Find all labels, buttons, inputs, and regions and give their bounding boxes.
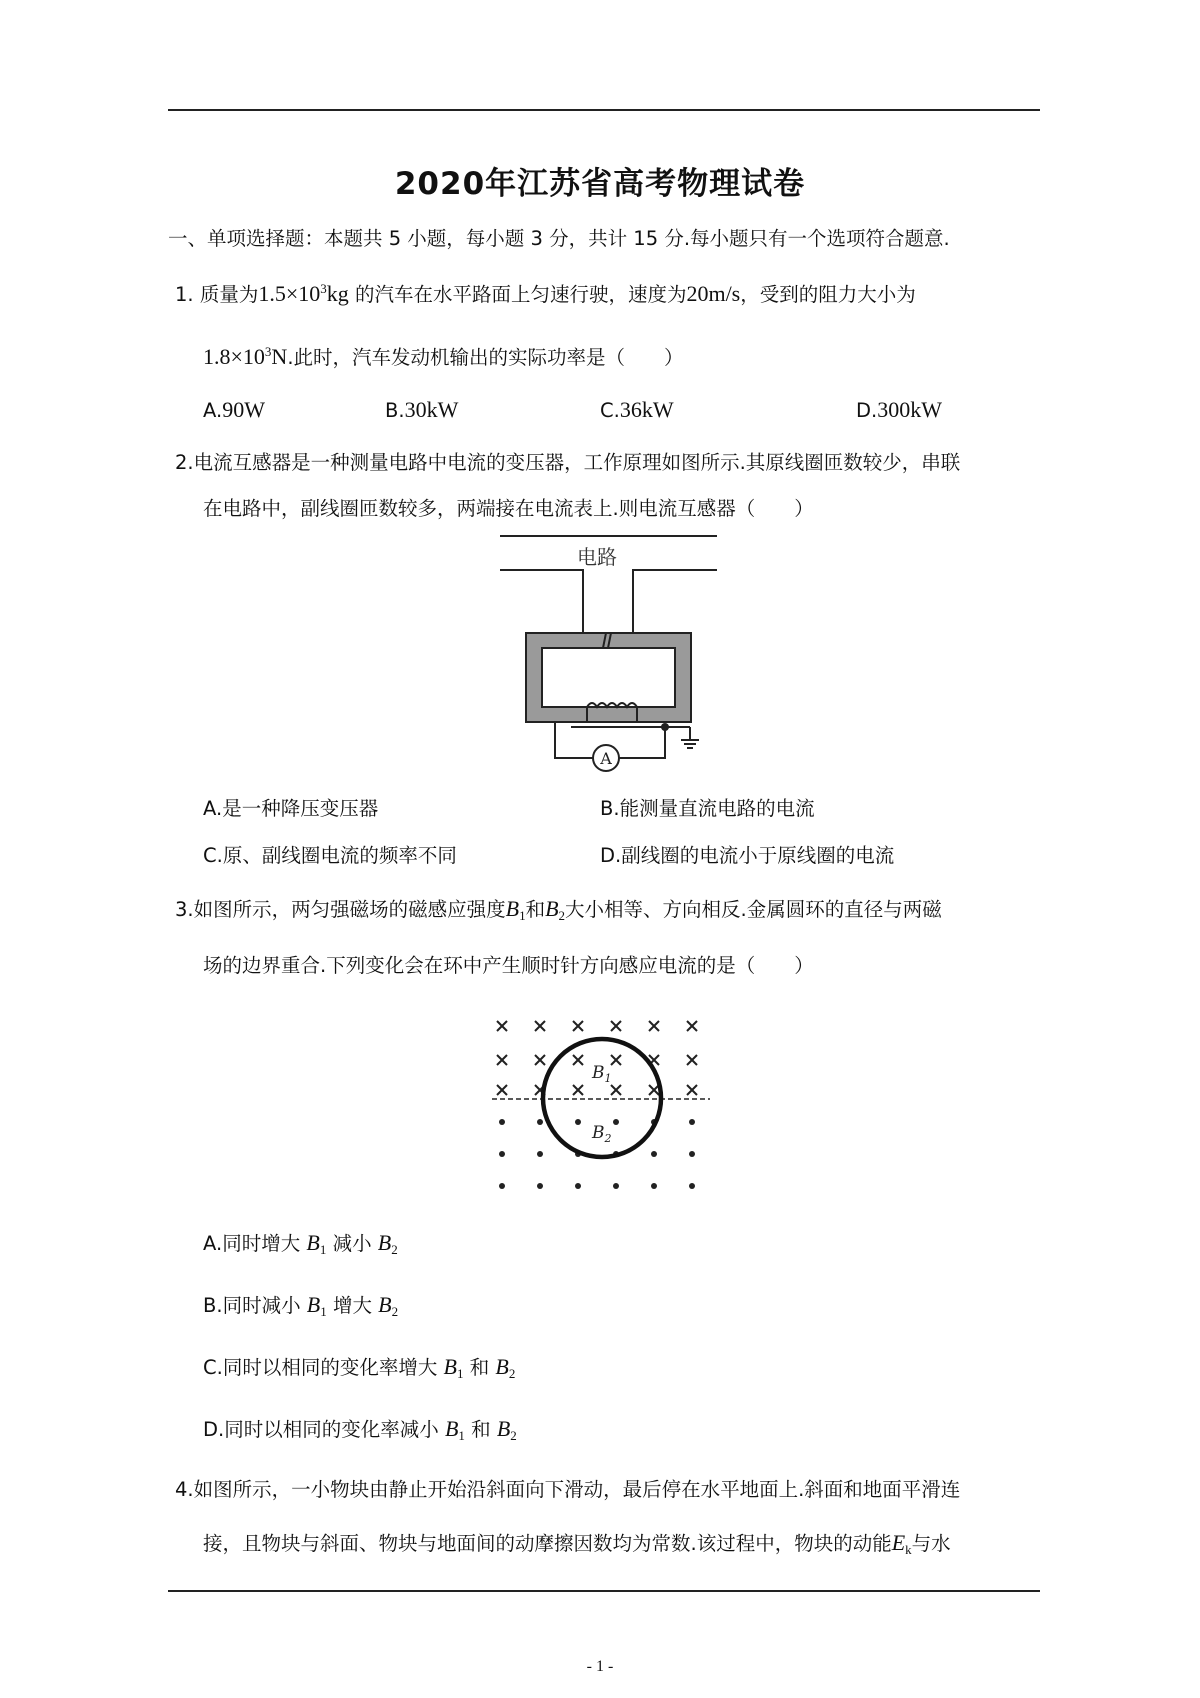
field-out-of-page-marker: [499, 1151, 505, 1157]
b2-label: $B_2$: [592, 1123, 612, 1145]
q1-option-d: D.300kW: [856, 397, 942, 422]
field-into-page-marker: [649, 1085, 659, 1095]
speed-value: 20m/s: [686, 281, 741, 306]
field-into-page-marker: [497, 1021, 507, 1031]
field-into-page-marker: [573, 1085, 583, 1095]
text: 的汽车在水平路面上匀速行驶，速度为: [348, 283, 687, 306]
field-out-of-page-marker: [689, 1151, 695, 1157]
page-number: - 1 -: [586, 1658, 614, 1675]
q1-option-a: A.90W: [203, 397, 265, 422]
page-title: 2020年江苏省高考物理试卷: [394, 166, 806, 202]
field-into-page-marker: [611, 1055, 621, 1065]
field-into-page-marker: [687, 1055, 697, 1065]
field-out-of-page-marker: [689, 1183, 695, 1189]
question-3-line-2: 场的边界重合.下列变化会在环中产生顺时针方向感应电流的是（ ）: [203, 954, 814, 977]
field-into-page-marker: [535, 1055, 545, 1065]
question-2-line-2: 在电路中，副线圈匝数较多，两端接在电流表上.则电流互感器（ ）: [203, 497, 814, 520]
force-value: $1.8\times 10^3N$: [203, 344, 288, 369]
q3-option-d: D.同时以相同的变化率减小 $B_1$ 和 $B_2$: [203, 1416, 517, 1443]
field-into-page-marker: [611, 1021, 621, 1031]
question-number: 1.: [175, 283, 194, 306]
question-2-line-1: 2.电流互感器是一种测量电路中电流的变压器，工作原理如图所示.其原线圈匝数较少，串联: [175, 451, 961, 474]
question-1-line-2: [203, 342, 684, 370]
ammeter-label: A: [600, 749, 612, 768]
q1-option-c: C.36kW: [600, 397, 674, 422]
field-out-of-page-marker: [537, 1119, 543, 1125]
top-rule: [168, 109, 1040, 111]
q3-option-c: C.同时以相同的变化率增大 $B_1$ 和 $B_2$: [203, 1354, 516, 1381]
section-heading: 一、单项选择题：本题共 5 小题，每小题 3 分，共计 15 分.每小题只有一个选项符合题意.: [168, 227, 950, 250]
b1-label: $B_1$: [592, 1063, 612, 1085]
field-out-of-page-marker: [613, 1183, 619, 1189]
q2-option-d: D.副线圈的电流小于原线圈的电流: [600, 844, 895, 867]
q2-option-a: A.是一种降压变压器: [203, 797, 379, 820]
q2-option-c: C.原、副线圈电流的频率不同: [203, 844, 457, 867]
field-out-of-page-marker: [537, 1151, 543, 1157]
question-1-line-1: [175, 279, 916, 307]
field-into-page-marker: [535, 1021, 545, 1031]
field-out-of-page-marker: [575, 1183, 581, 1189]
text: .此时，汽车发动机输出的实际功率是（ ）: [287, 346, 684, 369]
question-number: 2.: [175, 451, 194, 474]
question-3-line-1: 3.如图所示，两匀强磁场的磁感应强度$B_1$和$B_2$大小相等、方向相反.金属圆环的直径与两磁: [175, 896, 942, 923]
field-out-of-page-marker: [651, 1183, 657, 1189]
field-into-page-marker: [497, 1055, 507, 1065]
text: 质量为: [199, 283, 259, 306]
q1-option-b: B.30kW: [385, 397, 459, 422]
question-4-line-1: 4.如图所示，一小物块由静止开始沿斜面向下滑动，最后停在水平地面上.斜面和地面平滑连: [175, 1478, 961, 1501]
field-out-of-page-marker: [613, 1119, 619, 1125]
field-into-page-marker: [573, 1055, 583, 1065]
text: ，受到的阻力大小为: [740, 283, 916, 306]
magnetic-field-figure: [488, 1004, 718, 1194]
circuit-label: 电路: [577, 545, 617, 569]
q3-option-a: A.同时增大 $B_1$ 减小 $B_2$: [203, 1230, 398, 1257]
field-into-page-marker: [687, 1085, 697, 1095]
question-4-line-2: 接，且物块与斜面、物块与地面间的动摩擦因数均为常数.该过程中，物块的动能$E_k$与水: [203, 1530, 951, 1557]
mass-value: $1.5\times 10^3kg$: [258, 281, 349, 306]
bottom-rule: [168, 1590, 1040, 1592]
field-into-page-marker: [649, 1021, 659, 1031]
field-into-page-marker: [573, 1021, 583, 1031]
field-out-of-page-marker: [689, 1119, 695, 1125]
field-out-of-page-marker: [651, 1151, 657, 1157]
q3-option-b: B.同时减小 $B_1$ 增大 $B_2$: [203, 1292, 399, 1319]
field-into-page-marker: [497, 1085, 507, 1095]
field-into-page-marker: [687, 1021, 697, 1031]
field-into-page-marker: [611, 1085, 621, 1095]
field-out-of-page-marker: [575, 1119, 581, 1125]
field-out-of-page-marker: [499, 1119, 505, 1125]
field-out-of-page-marker: [499, 1183, 505, 1189]
current-transformer-figure: [495, 530, 725, 780]
field-out-of-page-marker: [537, 1183, 543, 1189]
q2-option-b: B.能测量直流电路的电流: [600, 797, 815, 820]
